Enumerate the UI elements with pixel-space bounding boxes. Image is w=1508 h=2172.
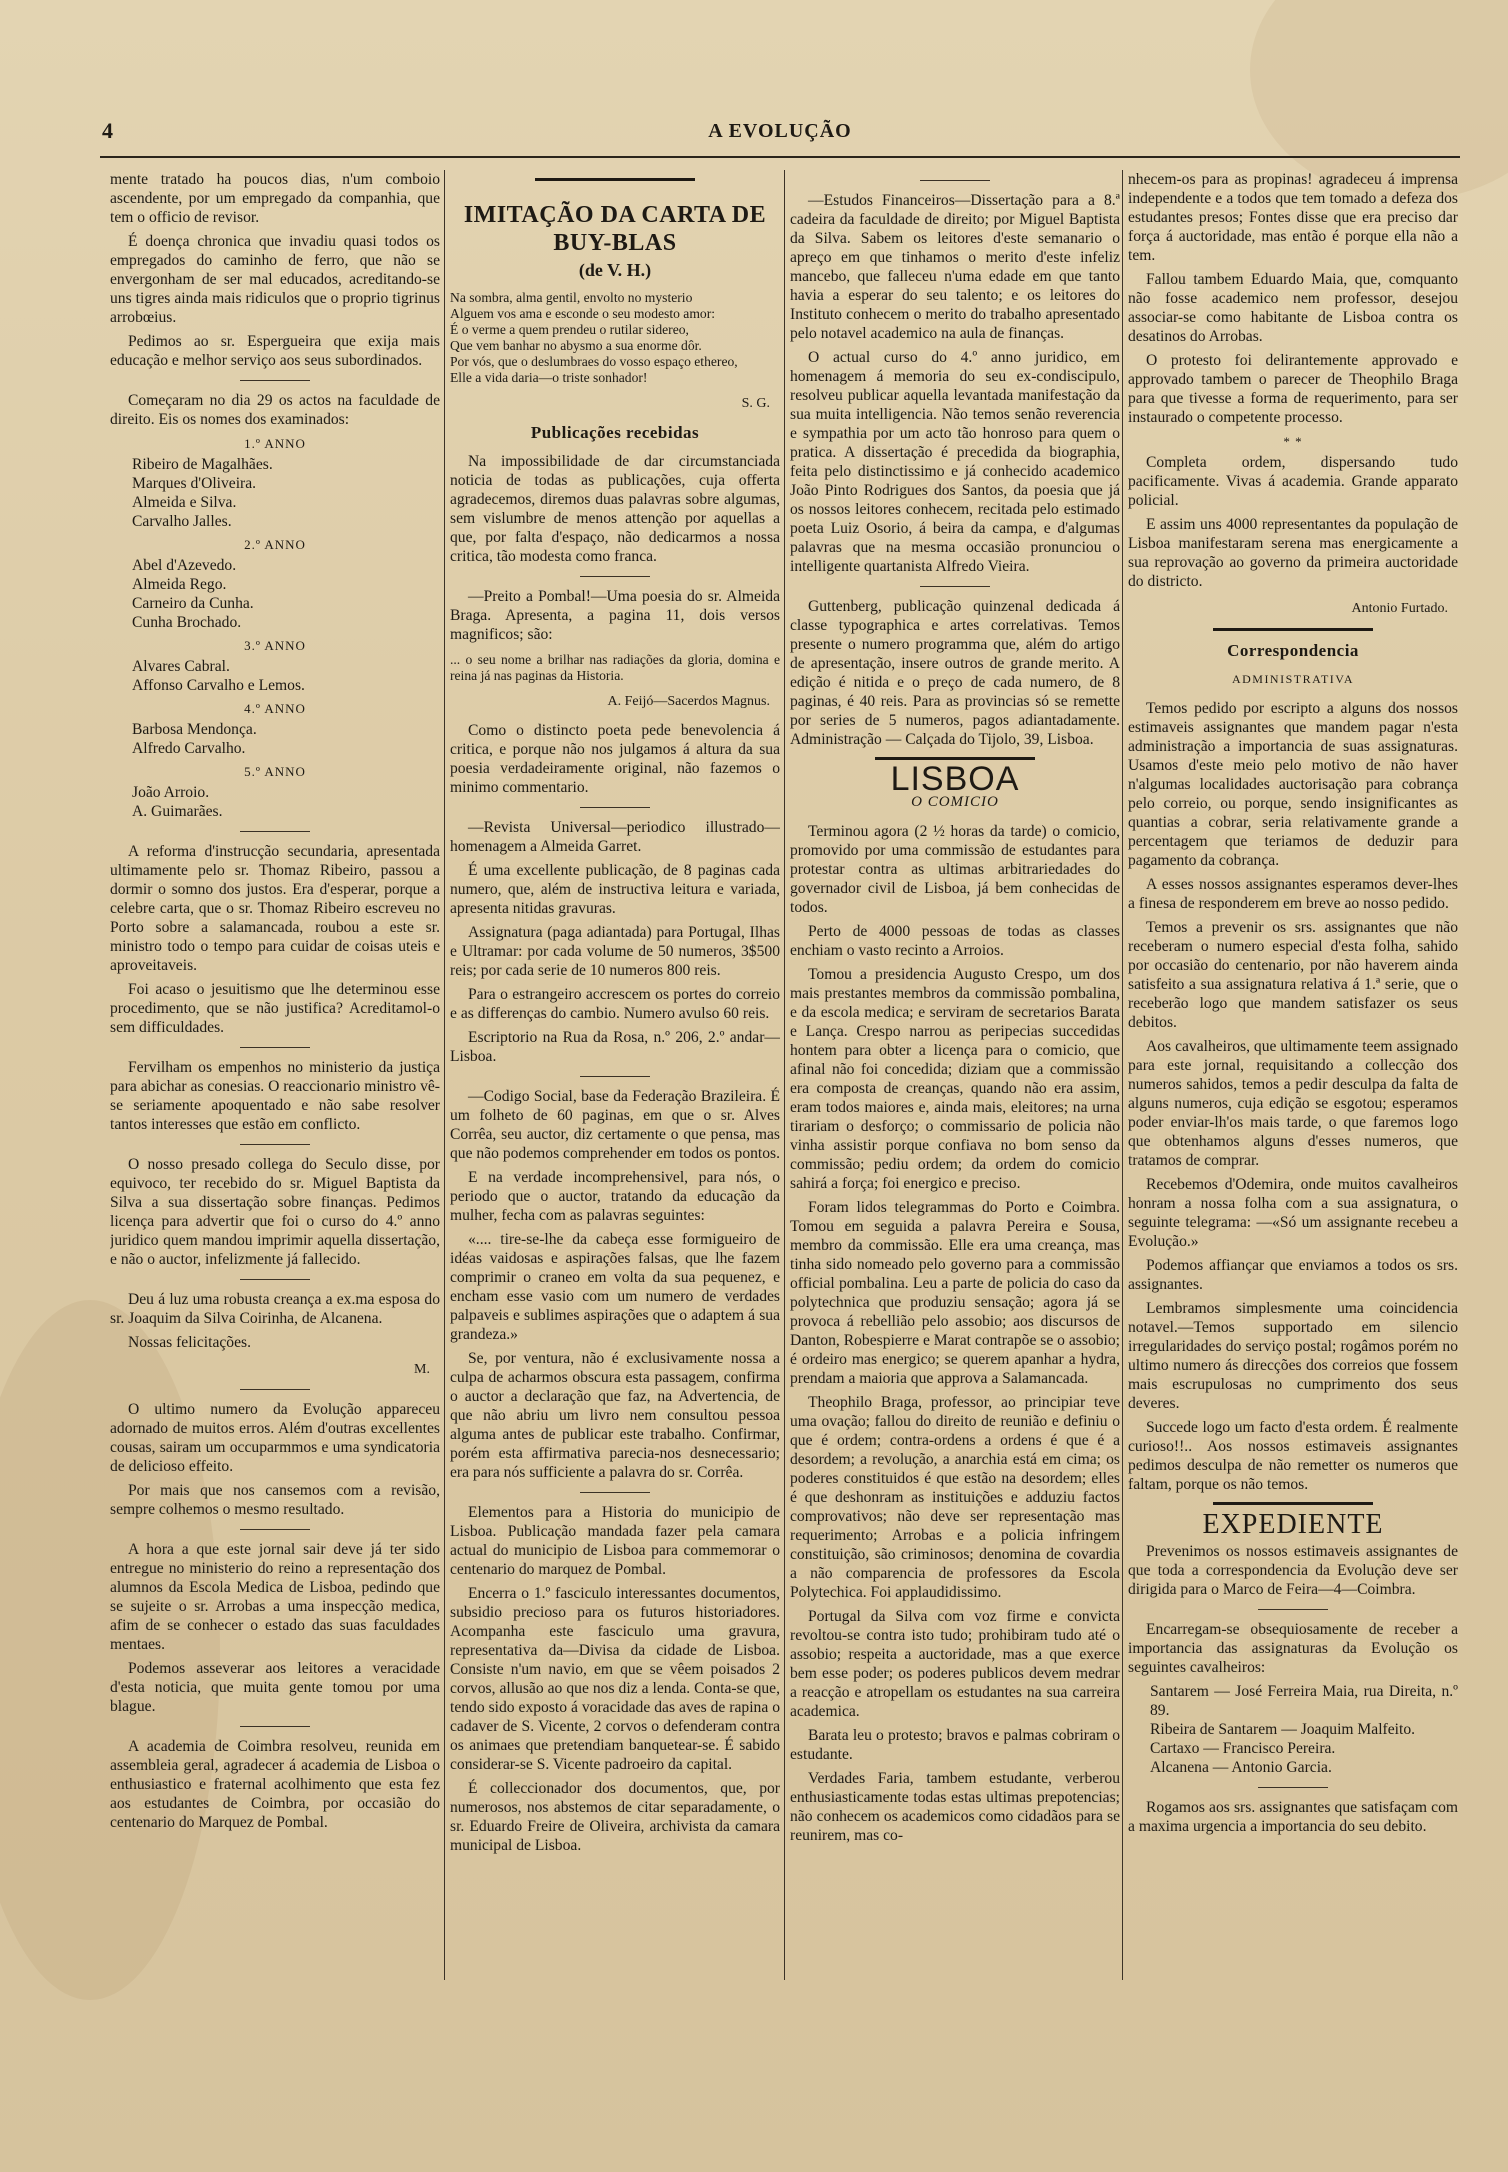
poem-signature: S. G. bbox=[741, 396, 770, 411]
year-heading: 1.º ANNO bbox=[244, 436, 306, 451]
article-paragraph: Perto de 4000 pessoas de todas as classes enchiam o vasto recinto a Arroios. bbox=[790, 923, 1120, 959]
section-rule bbox=[240, 1279, 310, 1280]
article-paragraph: Terminou agora (2 ½ horas da tarde) o comicio, promovido por uma commissão de estudantes para protestar contra as ultimas arbitrariedades do governador civil de Lisboa, já bem conhecidas de todos. bbox=[790, 823, 1120, 916]
section-rule bbox=[240, 1726, 310, 1727]
section-heading: Publicações recebidas bbox=[530, 423, 700, 442]
article-paragraph: O ultimo numero da Evolução appareceu adornado de muitos erros. Além d'outras excellentes cousas, sairam um occuparmmos e uma syndicatoria de delicioso effeito. bbox=[110, 1401, 440, 1475]
masthead-title: A EVOLUÇÃO bbox=[708, 120, 852, 142]
ornament: * * bbox=[1283, 434, 1303, 449]
section-rule bbox=[580, 1492, 650, 1493]
article-paragraph: Se, por ventura, não é exclusivamente nossa a culpa de acharmos obscura esta passagem, confirma o auctor a declaração que faz, na Advertencia, de que não abriu um livro nem consultou pessoa alguma antes de publicar este trabalho. Confirmar, porém esta affirmativa parecia-nos desnecessario; era para nós sufficiente a palavra do sr. Corrêa. bbox=[450, 1350, 780, 1481]
section-title-lisboa: LISBOA bbox=[890, 760, 1020, 798]
student-name: Ribeiro de Magalhães. bbox=[132, 456, 273, 473]
article-paragraph: Recebemos d'Odemira, onde muitos cavalheiros honram a nossa folha com a sua assignatura, o seguinte telegrama: —«Só um assignante recebeu a Evolução.» bbox=[1128, 1176, 1458, 1250]
article-paragraph: Verdades Faria, tambem estudante, verberou enthusiasticamente todas estas ultimas prepotencias; não conhecem os academicos como cidadãos para se reunirem, mas co- bbox=[790, 1770, 1120, 1844]
student-name: Barbosa Mendonça. bbox=[132, 721, 257, 738]
article-paragraph: Assignatura (paga adiantada) para Portugal, Ilhas e Ultramar: por cada volume de 50 numeros, 3$500 reis; por cada serie de 10 numeros 800 reis. bbox=[450, 924, 780, 979]
article-paragraph: «.... tire-se-lhe da cabeça esse formigueiro de idéas vaidosas e aspirações falsas, que lhe fazem comprimir o craneo em volta da sua pequenez, e encham esse vasio com um numero de verdades palpaveis e sublimes aspirações que o adaptem á sua grandeza.» bbox=[450, 1231, 780, 1343]
section-rule bbox=[580, 807, 650, 808]
student-name: João Arroio. bbox=[132, 784, 210, 801]
article-paragraph: É uma excellente publicação, de 8 paginas cada numero, que, além de instructiva leitura e variada, apresenta nitidas gravuras. bbox=[450, 862, 780, 917]
poem-author: (de V. H.) bbox=[578, 260, 652, 280]
article-paragraph: —Codigo Social, base da Federação Brazileira. É um folheto de 60 paginas, em que o sr. Alves Corrêa, seu auctor, diz certamente o que pensa, mas que não podemos comprehender em todos os pontos. bbox=[450, 1088, 780, 1162]
article-paragraph: Rogamos aos srs. assignantes que satisfaçam com a maxima urgencia a importancia do seu debito. bbox=[1128, 1799, 1458, 1835]
article-paragraph: Por mais que nos cansemos com a revisão, sempre colhemos o mesmo resultado. bbox=[110, 1482, 440, 1518]
article-paragraph: E assim uns 4000 representantes da população de Lisboa manifestaram serena mas energicamente a sua reprovação ao governo da primeira auctoridade do districto. bbox=[1128, 516, 1458, 590]
article-paragraph: É doença chronica que invadiu quasi todos os empregados do caminho de ferro, que não se envergonham de ser mal educados, acreditando-se uns tigres ainda mais ridiculos que o proprio tigrinus arrobœius. bbox=[110, 233, 440, 326]
article-paragraph: Portugal da Silva com voz firme e convicta revoltou-se contra isto tudo; prohibiram tudo até o assobio; respeita a auctoridade, mas a que exerce bem esse poder; os poderes publicos devem medrar a reacção e atropellam os estudantes na sua carreira academica. bbox=[790, 1608, 1120, 1720]
article-paragraph: —Preito a Pombal!—Uma poesia do sr. Almeida Braga. Apresenta, a pagina 11, dois versos magnificos; são: bbox=[450, 588, 780, 643]
article-paragraph: Deu á luz uma robusta creança a ex.ma esposa do sr. Joaquim da Silva Coirinha, de Alcanena. bbox=[110, 1291, 440, 1327]
article-paragraph: A academia de Coimbra resolveu, reunida em assembleia geral, agradecer á academia de Lisboa o enthusiastico e fraternal acolhimento que esta fez aos estudantes de Coimbra, por occasião do centenario do Marquez de Pombal. bbox=[110, 1738, 440, 1831]
section-subheading: ADMINISTRATIVA bbox=[1231, 672, 1355, 686]
article-paragraph: A hora a que este jornal sair deve já ter sido entregue no ministerio do reino a representação dos alumnos da Escola Medica de Lisboa, pedindo que se sujeite o sr. Arrobas a uma inspecção medica, afim de se conhecer o estado das suas faculdades mentaes. bbox=[110, 1541, 440, 1653]
article-signature: M. bbox=[414, 1362, 430, 1377]
quote-signature: A. Feijó—Sacerdos Magnus. bbox=[607, 694, 770, 709]
article-paragraph: Encarregam-se obsequiosamente de receber a importancia das assignaturas da Evolução os seguintes cavalheiros: bbox=[1128, 1621, 1458, 1676]
article-paragraph: Encerra o 1.º fasciculo interessantes documentos, subsidio precioso para os futuros historiadores. Acompanha este fasciculo uma gravura, representativa da—Divisa da cidade de Lisboa. Consiste n'um navio, em que se vêem poisados 2 corvos, allusão ao que nos diz a lenda. Conta-se que, tendo sido exposto á voracidade das aves de rapina o cadaver de S. Vicente, 2 corvos o defenderam contra os animaes que pretendiam banquetear-se. É sabido considerar-se S. Vicente padroeiro da capital. bbox=[450, 1585, 780, 1773]
ornament-rule bbox=[535, 178, 695, 181]
section-title-expediente: EXPEDIENTE bbox=[1202, 1509, 1384, 1540]
student-name: Almeida Rego. bbox=[132, 576, 227, 593]
article-paragraph: Fervilham os empenhos no ministerio da justiça para abichar as conesias. O reaccionario ministro vê-se seriamente apoquentado e não sabe resolver tantos interesses que estão em conflicto. bbox=[110, 1059, 440, 1133]
article-paragraph: Tomou a presidencia Augusto Crespo, um dos mais prestantes membros da commissão pombalina, e da escola medica; e serviram de secretarios Barata e Lança. Crespo narrou as peripecias succedidas hontem para obter a licença para o comicio, que afinal não foi concedida; diziam que a commissão era composta de creanças, quando não era assim, eram todos maiores e, ainda mais, eleitores; na urna tirariam o desforço; o commissario de policia não vinha assistir porque confiava no bom senso da commissão; pediu ordem; da ordem do comicio sahirá a força; foi energico e preciso. bbox=[790, 966, 1120, 1192]
article-paragraph: Como o distincto poeta pede benevolencia á critica, e porque não nos julgamos á altura da sua poesia verdadeiramente original, não fazemos o minimo commentario. bbox=[450, 722, 780, 796]
column-divider bbox=[444, 170, 445, 1980]
article-paragraph: E na verdade incomprehensivel, para nós, o periodo que o auctor, tratando da educação da mulher, fecha com as palavras seguintes: bbox=[450, 1169, 780, 1224]
page-number: 4 bbox=[102, 118, 113, 143]
verse-quote: ... o seu nome a brilhar nas radiações da gloria, domina e reina já nas paginas da Historia. bbox=[450, 652, 780, 683]
section-rule bbox=[240, 1529, 310, 1530]
section-rule bbox=[240, 1144, 310, 1145]
agent-entry: Alcanena — Antonio Garcia. bbox=[1150, 1759, 1332, 1776]
article-paragraph: Prevenimos os nossos estimaveis assignantes de que toda a correspondencia da Evolução deve ser dirigida para o Marco de Feira—4—Coimbra. bbox=[1128, 1543, 1458, 1598]
article-paragraph: O actual curso do 4.º anno juridico, em homenagem á memoria do seu ex-condiscipulo, resolveu publicar aquella levantada manifestação da sua muita intelligencia. Não temos senão reverencia e sympathia por um acto tão honroso para quem o pratica. A dissertação é precedida da biographia, feita pelo distinctissimo e já conhecido academico João Pinto Rodrigues dos Santos, da poesia que já os nossos leitores conhecem, recitada pelo estimado poeta Luiz Osorio, á beira da campa, e d'algumas palavras que na mesma occasião pronunciou o intelligente quartanista Alfredo Vieira. bbox=[790, 349, 1120, 575]
section-rule bbox=[580, 1076, 650, 1077]
article-paragraph: Podemos affiançar que enviamos a todos os srs. assignantes. bbox=[1128, 1257, 1458, 1293]
article-paragraph: Para o estrangeiro accrescem os portes do correio e as differenças do cambio. Numero avulso 60 reis. bbox=[450, 986, 780, 1022]
poem-title: IMITAÇÃO DA CARTA DE BUY-BLAS bbox=[463, 202, 767, 256]
article-paragraph: O nosso presado collega do Seculo disse, por equivoco, ter recebido do sr. Miguel Baptista da Silva a sua dissertação sobre finanças. Pedimos licença para advertir que foi o curso do 4.º anno juridico quem mandou imprimir aquella dissertação, e não o auctor, infelizmente já fallecido. bbox=[110, 1156, 440, 1268]
year-heading: 5.º ANNO bbox=[244, 764, 306, 779]
column-divider bbox=[784, 170, 785, 1980]
year-heading: 3.º ANNO bbox=[244, 638, 306, 653]
article-paragraph: mente tratado ha poucos dias, n'um comboio ascendente, por um empregado da companhia, que tem o officio de revisor. bbox=[110, 171, 440, 226]
article-paragraph: Succede logo um facto d'esta ordem. É realmente curioso!!.. Aos nossos estimaveis assignantes pedimos desculpa de não remetter os numeros que faltam, porque os não temos. bbox=[1128, 1419, 1458, 1493]
agent-entry: Cartaxo — Francisco Pereira. bbox=[1150, 1740, 1336, 1757]
article-paragraph: Completa ordem, dispersando tudo pacificamente. Vivas á academia. Grande apparato policial. bbox=[1128, 454, 1458, 509]
agent-entry: Ribeira de Santarem — Joaquim Malfeito. bbox=[1150, 1721, 1416, 1738]
agent-entry: Santarem — José Ferreira Maia, rua Direita, n.º 89. bbox=[1150, 1683, 1458, 1719]
student-name: Carvalho Jalles. bbox=[132, 513, 232, 530]
article-paragraph: Barata leu o protesto; bravos e palmas cobriram o estudante. bbox=[790, 1727, 1120, 1763]
article-paragraph: A esses nossos assignantes esperamos dever-lhes a finesa de responderem em breve ao nosso pedido. bbox=[1128, 876, 1458, 912]
section-rule bbox=[240, 1047, 310, 1048]
section-subtitle: O COMICIO bbox=[911, 794, 999, 810]
article-paragraph: Escriptorio na Rua da Rosa, n.º 206, 2.º andar—Lisboa. bbox=[450, 1029, 780, 1065]
student-name: Cunha Brochado. bbox=[132, 614, 242, 631]
article-paragraph: Foram lidos telegrammas do Porto e Coimbra. Tomou em seguida a palavra Pereira e Sousa, membro da commissão. Elle era uma creança, mas tinha sido nomeado pelo governo para a commissão official pombalina. Leu a parte de policia do caso da polytechnica que produziu sensação; agora já se provoca á rebellião pelo assobio; aos discursos de Danton, Robespierre e Marat contrapõe se o assobio; é ordeiro mas energico; se querem apanhar a hydra, prendam a maioria que approva a Salamancada. bbox=[790, 1199, 1120, 1387]
student-name: Almeida e Silva. bbox=[132, 494, 237, 511]
year-heading: 2.º ANNO bbox=[244, 537, 306, 552]
article-signature: Antonio Furtado. bbox=[1351, 601, 1448, 616]
article-paragraph: Começaram no dia 29 os actos na faculdade de direito. Eis os nomes dos examinados: bbox=[110, 392, 440, 428]
section-rule bbox=[240, 1389, 310, 1390]
article-paragraph: A reforma d'instrucção secundaria, apresentada ultimamente pelo sr. Thomaz Ribeiro, passou a dormir o somno dos justos. Era d'esperar, porque a celebre carta, que o sr. Thomaz Ribeiro escreveu no Porto sobre a salamancada, roubou a este sr. ministro todo o tempo para cuidar de coisas uteis e aproveitaveis. bbox=[110, 843, 440, 974]
article-paragraph: O protesto foi delirantemente approvado e approvado tambem o parecer de Theophilo Braga para que tivesse a forma de requerimento, para ser instaurado o competente processo. bbox=[1128, 352, 1458, 426]
student-name: Alfredo Carvalho. bbox=[132, 740, 246, 757]
article-paragraph: Theophilo Braga, professor, ao principiar teve uma ovação; fallou do direito de reunião e definiu o que é ordem; contra-ordens a ordens é que é a desordem; a revolução, a anarchia está em cima; os poderes constituidos é que estão na desordem; elles é que deshonram as instituições e adduziu factos comprovativos; não deve ser representação mas requerimento; Arrobas e a policia infringem constituição, são criminosos; denomina de covardia a não comparencia de professores da Escola Polytechica. Foi applaudidissimo. bbox=[790, 1394, 1120, 1601]
article-paragraph: —Revista Universal—periodico illustrado—homenagem a Almeida Garret. bbox=[450, 819, 780, 855]
column-4 bbox=[1128, 170, 1458, 1990]
section-rule bbox=[1258, 1609, 1328, 1610]
article-paragraph: Podemos asseverar aos leitores a veracidade d'esta noticia, que muita gente tomou por uma blague. bbox=[110, 1660, 440, 1715]
student-name: Affonso Carvalho e Lemos. bbox=[132, 677, 305, 694]
article-paragraph: Elementos para a Historia do municipio de Lisboa. Publicação mandada fazer pela camara actual do municipio de Lisboa para commemorar o centenario do marquez de Pombal. bbox=[450, 1504, 780, 1578]
student-name: A. Guimarães. bbox=[132, 803, 223, 820]
student-name: Marques d'Oliveira. bbox=[132, 475, 257, 492]
student-name: Alvares Cabral. bbox=[132, 658, 230, 675]
article-paragraph: nhecem-os para as propinas! agradeceu á imprensa independente e a todos que tem tomado a defeza dos estudantes presos; Fontes disse que era preciso dar força á auctoridade, mas então é porque ella não a tem. bbox=[1128, 171, 1458, 264]
article-paragraph: Foi acaso o jesuitismo que lhe determinou esse procedimento, que se não justifica? Acreditamol-o sem difficuldades. bbox=[110, 981, 440, 1036]
page-header bbox=[100, 108, 1460, 150]
article-paragraph: Lembramos simplesmente uma coincidencia notavel.—Temos supportado em silencio irregularidades do serviço postal; rogâmos porém no ultimo numero ás direcções dos correios que fossem mais escrupulosas no cumprimento dos seus deveres. bbox=[1128, 1300, 1458, 1412]
article-paragraph: Fallou tambem Eduardo Maia, que, comquanto não fosse academico nem professor, desejou associar-se como habitante de Lisboa contra os desatinos do Arrobas. bbox=[1128, 271, 1458, 345]
article-paragraph: Temos pedido por escripto a alguns dos nossos estimaveis assignantes que mandem pagar n'esta administração a importancia de suas assignaturas. Usamos d'este meio pelo motivo de não haver n'algumas localidades auctorisação para cobrança pelo correio, ou porque, sendo insignificantes as quantias a cobrar, seria relativamente grande a percentagem que teriamos de deduzir para pagamento da cobrança. bbox=[1128, 700, 1458, 869]
article-paragraph: É colleccionador dos documentos, que, por numerosos, nos abstemos de citar separadamente, o sr. Eduardo Freire de Oliveira, archivista da camara municipal de Lisboa. bbox=[450, 1780, 780, 1854]
poem-text: Na sombra, alma gentil, envolto no mysterio Alguem vos ama e esconde o seu modesto amor: É o verme a quem prendeu o rutilar sidereo, Que vem banhar no abysmo a sua enorme dôr. Por vós, que o deslumbraes do vosso espaço ethereo, Elle a vida daria—o triste sonhador! bbox=[450, 290, 738, 385]
article-paragraph: —Estudos Financeiros—Dissertação para a 8.ª cadeira da faculdade de direito; por Miguel Baptista da Silva. Sabem os leitores d'este semanario o apreço em que tinhamos o merito d'este infeliz mancebo, que falleceu n'uma edade em que tanto havia a esperar do seu talento; e os leitores do Instituto conhecem o merito do trabalho apresentado pelo notavel academico na aula de finanças. bbox=[790, 192, 1120, 342]
article-paragraph: Nossas felicitações. bbox=[128, 1334, 251, 1351]
section-rule bbox=[580, 576, 650, 577]
article-paragraph: Na impossibilidade de dar circumstanciada noticia de todas as publicações, cuja offerta agradecemos, diremos duas palavras sobre algumas, sem vislumbre de menos attenção por aquellas a que, por falta d'espaço, não dedicarmos a nossa critica, tão modesta como franca. bbox=[450, 453, 780, 565]
section-rule bbox=[1258, 1787, 1328, 1788]
column-3 bbox=[790, 170, 1120, 1990]
student-name: Carneiro da Cunha. bbox=[132, 595, 254, 612]
article-paragraph: Temos a prevenir os srs. assignantes que não receberam o numero especial d'esta folha, sahido por occasião do centenario, por não haverem ainda satisfeito a sua assignatura relativa á 1.ª serie, que o receberão logo que mandem satisfazer os seus debitos. bbox=[1128, 919, 1458, 1031]
header-rule bbox=[100, 156, 1460, 158]
section-heading: Correspondencia bbox=[1227, 641, 1359, 660]
section-rule bbox=[920, 586, 990, 587]
section-rule bbox=[240, 380, 310, 381]
section-rule bbox=[240, 831, 310, 832]
column-divider bbox=[1122, 170, 1123, 1980]
ornament-rule bbox=[1213, 628, 1373, 631]
section-rule bbox=[920, 180, 990, 181]
article-paragraph: Guttenberg, publicação quinzenal dedicada á classe typographica e artes correlativas. Temos presente o numero programma que, além do artigo de apresentação, insere outros de grande merito. A edição é nitida e o preço de cada numero, de 8 paginas, é 40 reis. Para as provincias só se remette por series de 5 numeros, pagos adiantadamente. Administração — Calçada do Tijolo, 39, Lisboa. bbox=[790, 598, 1120, 748]
article-paragraph: Pedimos ao sr. Espergueira que exija mais educação e melhor serviço aos seus subordinados. bbox=[110, 333, 440, 369]
column-1 bbox=[110, 170, 440, 1990]
student-name: Abel d'Azevedo. bbox=[132, 557, 237, 574]
ornament-rule bbox=[1213, 1502, 1373, 1505]
year-heading: 4.º ANNO bbox=[244, 701, 306, 716]
article-paragraph: Aos cavalheiros, que ultimamente teem assignado para este jornal, requisitando a collecção dos numeros sahidos, temos a pedir desculpa da falta de alguns numeros, cuja edição se esgotou; esperamos poder enviar-lh'os mais tarde, o que faremos logo que obtenhamos alguns d'esses numeros, que tratamos de comprar. bbox=[1128, 1038, 1458, 1169]
column-2 bbox=[450, 170, 780, 1990]
